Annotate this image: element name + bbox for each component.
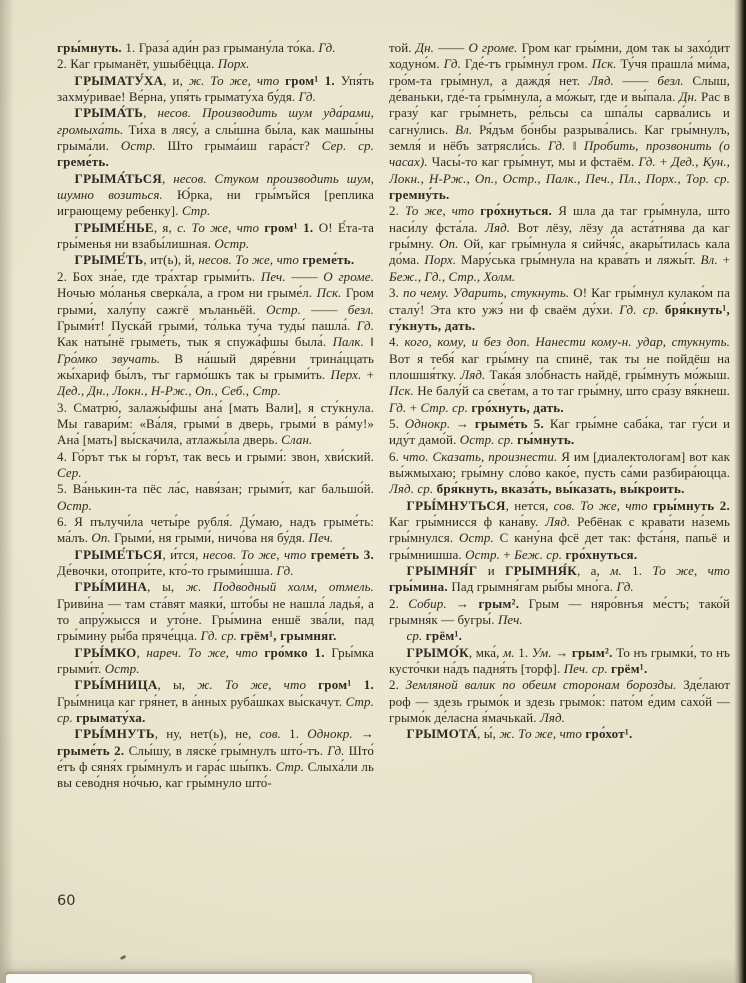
text-run: Вл. <box>455 121 480 137</box>
text-run: Ум. <box>531 644 556 660</box>
text-run: Стр. ср. <box>57 693 374 726</box>
text-run: Беж., Гд., Стр., Холм. <box>389 268 516 284</box>
text-run: ГРЫ́МНИЦА <box>74 677 158 693</box>
text-run: Палк. <box>332 334 371 350</box>
text-run: Я шла да таг гры́мнула, што наси́лу фста́ла. <box>389 203 730 235</box>
text-run: гро́хнуться. <box>565 546 638 562</box>
text-run: , ы, <box>157 677 198 693</box>
text-run: Гд. <box>276 563 294 578</box>
text-run: грым². <box>571 644 617 660</box>
left-column <box>57 40 374 900</box>
text-run: Де́вочки, отопри́те, кто́-то грыми́шша. <box>57 563 277 578</box>
scan-bottom-page-edge <box>6 974 532 983</box>
text-run: гро́хнуть, дать. <box>471 399 564 415</box>
text-run: 5. Ва́нькин-та пёс ла́с, навя́зан; грыми́т, каг бальшо́й. <box>57 481 374 497</box>
text-run: 6. Я пълучи́ла четы́ре рубля́. Ду́маю, надъ грыме́ть: ма́лъ. <box>57 513 374 546</box>
text-run: Пск. <box>591 56 621 72</box>
text-run: бря́кнуть, вказа́ть, вы́казать, вы́кроить. <box>436 481 685 497</box>
text-run: ГРЫМЕ́ТЬСЯ <box>74 546 163 562</box>
text-run: грым². <box>478 595 529 611</box>
dictionary-paragraph <box>57 269 374 400</box>
dictionary-paragraph <box>389 285 730 334</box>
dictionary-paragraph <box>57 726 374 791</box>
text-run: грыме́ть 2. <box>57 742 129 758</box>
dictionary-paragraph <box>57 579 374 644</box>
text-run: Печ. <box>497 612 523 628</box>
text-run: Дн. <box>415 40 439 55</box>
text-run: Гд. <box>616 579 634 595</box>
text-run: гром¹ 1. <box>285 72 341 88</box>
text-run: Ляд. <box>588 72 623 88</box>
text-run: гро́хот¹. <box>585 726 633 742</box>
text-run: Рас в гразу́ каг гры́мнеть, ре́льсы са шпа́лы сарва́лись и сагну́лись. <box>389 89 730 137</box>
text-run: Пробить, прозвонить (о часах). <box>389 138 730 170</box>
text-run: + <box>409 399 421 415</box>
text-run: ГРЫМА́ТЬ <box>74 105 144 121</box>
text-run: Гд. <box>548 138 573 154</box>
dictionary-paragraph <box>57 56 374 72</box>
text-run: Гд. <box>298 89 316 105</box>
text-run: Каг гры́мнисся ф кана́ву. <box>389 513 546 529</box>
text-run: , а, <box>577 563 611 578</box>
text-run: ж. То же, что <box>188 72 286 88</box>
text-run: греме́ть. <box>57 154 110 170</box>
text-run: , нется, <box>505 497 554 513</box>
text-run: гро́хнуться. <box>480 203 559 219</box>
text-run: Оп. <box>91 530 115 546</box>
text-run: ГРЫМА́ТЬСЯ <box>74 170 163 186</box>
text-run: Мару́ська гры́мнула на крава́ть и ляжы́т. <box>460 252 701 268</box>
dictionary-paragraph <box>57 547 374 580</box>
text-run: —— <box>438 40 469 55</box>
text-run: Оп. <box>439 236 464 252</box>
text-run: Часы́-то каг гры́мнут, мы и фстаём. <box>431 154 639 170</box>
text-run: Сер. ср. <box>321 138 374 154</box>
text-run: , мка́, <box>468 644 503 660</box>
text-run: 2. Бох зна́е, где тра́хтар грыми́ть. <box>57 268 261 284</box>
text-run: , я, <box>153 219 178 235</box>
text-run: Остр. <box>465 546 504 562</box>
dictionary-paragraph <box>57 171 374 220</box>
text-run: О громе. <box>468 40 522 55</box>
text-run: 4. Го́рът тък ы го́рът, так весь и грыми́: звон, хви́ский. <box>57 448 374 464</box>
text-run: ж. То же, что <box>499 726 586 742</box>
text-run: ср. <box>406 628 426 644</box>
text-run: 1. Граза́ ади́н раз грыману́ла то́ка. <box>125 40 319 55</box>
text-run: Ляд. <box>545 513 578 529</box>
text-run: 6. <box>389 448 403 464</box>
text-run: 1. <box>289 726 308 742</box>
text-run: ГРЫМОТА́ <box>406 726 478 742</box>
dictionary-paragraph <box>57 40 374 56</box>
dictionary-paragraph <box>57 73 374 106</box>
text-run: + <box>722 252 730 268</box>
text-run: О! Каг гры́мнул кулако́м па сталу́! Эта кто ужэ́ ни ф сваём ду́хи. <box>389 285 730 317</box>
text-run: безл. <box>347 301 374 317</box>
text-run: по чему. Ударить, стукнуть. <box>402 285 574 301</box>
text-run: Каг гры́мне саба́ка, таг гу́си и иду́т дамо́й. <box>389 415 730 448</box>
text-run: + <box>503 546 515 562</box>
text-run: Стр. <box>275 759 308 775</box>
text-run: Вл. <box>700 252 723 268</box>
text-run: гы́мнуть. <box>517 432 575 448</box>
text-run: , и, <box>163 72 189 88</box>
text-run: ж. Подводный холм, отмель. <box>185 579 374 595</box>
text-run: Вот лёзу, лёзу да аста́тнява да каг гры́мну. <box>389 219 730 252</box>
text-run: Така́я зло́бнасть найдё, гры́мнуть мо́жыш. <box>489 366 730 382</box>
dictionary-paragraph <box>57 481 374 514</box>
text-run: Ляд. <box>539 710 566 726</box>
text-run: гры́мина. <box>389 579 452 595</box>
text-run: Собир. <box>408 595 457 611</box>
dictionary-paragraph <box>57 105 374 170</box>
text-run: —— <box>311 301 348 317</box>
text-run: и <box>487 563 506 578</box>
dictionary-paragraph <box>389 203 730 285</box>
text-run: Гд. <box>638 154 660 170</box>
text-run: ГРЫ́МКО <box>74 644 137 660</box>
text-run: Пск. <box>389 383 418 399</box>
text-run: Слы́шу, в ляске́ гры́мнулъ што́-тъ. <box>128 742 328 758</box>
dictionary-paragraph <box>389 563 730 596</box>
text-run: Гро́мко звучать. <box>57 350 175 366</box>
text-run: Печ. ср. <box>563 661 612 677</box>
text-run: м. <box>503 644 519 660</box>
text-run: Остр. <box>214 236 250 252</box>
text-run: Слан. <box>281 432 313 448</box>
text-run: Стр. ср. <box>420 399 472 415</box>
dictionary-paragraph <box>389 449 730 498</box>
text-run: Гры́мница каг гря́нет, в а́нных руба́шках вы́скачут. <box>57 693 346 709</box>
text-run: Вот я тебя́ каг гры́мну па спинё, так ты не пойдёш на плошшя́тку. <box>389 350 730 382</box>
text-run: Гд. ср. <box>619 301 665 317</box>
dictionary-paragraph <box>389 628 730 644</box>
text-run: В на́шый дяре́вни трина́ццать жы́хариф бы́лъ, тъг гармо́шкъ так ы грыми́ть. <box>57 350 374 382</box>
dictionary-paragraph <box>57 677 374 726</box>
text-run: Гд. <box>443 56 465 72</box>
dictionary-paragraph <box>57 514 374 547</box>
text-run: ‖ <box>572 138 584 154</box>
text-run: , <box>162 170 174 186</box>
text-run: Ляд. ср. <box>389 481 437 497</box>
text-run: , <box>143 105 158 121</box>
text-run: Ребёнак с крава́ти на́земь гры́мнулся. <box>389 513 730 546</box>
text-run: Ти́ха в лясу́, а слы́шна бы́ла, как машы́ны грыма́ли. <box>57 121 374 154</box>
text-run: Гры́мка грыми́т. <box>57 644 374 677</box>
text-run: грём¹. <box>425 628 463 644</box>
text-run: + <box>366 366 374 382</box>
text-run: 2. <box>389 203 405 219</box>
text-run: Гд. <box>356 317 374 333</box>
text-run: С кану́на фсё дет так: фста́ня, папьё и гры́мнишша. <box>389 530 730 562</box>
text-run: Ночью мо́ланья сверка́ла, а гром ни грыме́л. <box>57 285 317 301</box>
text-run: что. Сказать, произнести. <box>402 448 562 464</box>
text-run: грём¹. <box>611 661 648 677</box>
text-run: Дед., Дн., Локн., Н-Рж., Оп., Себ., Стр. <box>57 383 281 399</box>
text-run: нареч. То же, что <box>146 644 265 660</box>
text-run: Печ. <box>260 268 292 284</box>
text-run: Што́ е́тъ ф сяня́х гры́мнулъ и гара́с шы́пкъ. <box>57 742 374 775</box>
text-run: Перх. <box>330 366 367 382</box>
dictionary-paragraph <box>389 334 730 416</box>
text-run: Как наты́нё грыме́ть, тык я спужа́фшы была́. <box>57 334 333 350</box>
text-run: Пск. <box>316 285 346 301</box>
text-run: Гриви́на — там ста́вят маяки́, што́бы не нашла́ ладья́, а то апру́жысся и уто́не. Гры́мина еншё зва́ли, пад гры́мину ры́ба пряче́цца. <box>57 595 374 644</box>
dictionary-paragraph <box>389 40 730 203</box>
text-run: То же, что <box>404 203 481 219</box>
text-run: + <box>659 154 672 170</box>
text-run: 2. Каг грыманёт, ушыбёцца. <box>57 56 218 72</box>
text-run: ГРЫ́МНУТЬСЯ <box>406 497 506 513</box>
text-run: 2. <box>389 595 409 611</box>
text-run: Где́-тъ гры́мнул гром. <box>464 56 592 72</box>
text-run: грём¹, грымняг. <box>240 628 337 644</box>
text-run: , ы, <box>147 579 186 595</box>
text-run: Слыш, де́ваньки, где́-та гры́мнула, а мо́жыт, где и вы́пала. <box>389 72 730 105</box>
text-run: Стр. <box>181 203 211 219</box>
text-run: Остр. <box>57 497 92 513</box>
text-run: ГРЫМАТУ́ХА <box>74 72 164 88</box>
text-run: О! Е́та-та гры́менья ни взабы́лишная. <box>57 219 374 252</box>
text-run: Не балу́й са све́там, а то таг гры́мну, што сра́зу вя́кнеш. <box>417 383 730 399</box>
text-run: кого, кому, и без доп. Нанести кому-н. удар, стукнуть. <box>404 334 730 350</box>
dictionary-paragraph <box>389 726 730 742</box>
text-run: То нъ грымки́, то нъ кусто́чки на́дъ падня́ть [торф]. <box>389 644 730 677</box>
text-run: Грым — няро́внъя ме́стъ; тако́й грымня́к — бугры́. <box>389 595 730 628</box>
text-run: Беж. ср. <box>514 546 566 562</box>
text-run: Ту́чя прашла́ ми́ма, гро́м-та гры́мнул, а даждя́ нет. <box>389 56 730 88</box>
text-run: , ы́, <box>477 726 500 742</box>
text-run: Печ. <box>308 530 334 546</box>
text-run: 2. <box>389 677 406 693</box>
text-run: ГРЫМО́К <box>406 644 469 660</box>
text-run: Ря́дъм бо́нбы разрыва́лись. Каг гры́мнулъ, земля́ и нёбъ затрясли́сь. <box>389 121 730 154</box>
text-run: → <box>456 595 479 611</box>
text-run: гры́мнуть. <box>57 40 126 55</box>
text-run: гром¹ 1. <box>318 677 374 693</box>
text-run: 1. <box>518 644 532 660</box>
text-run: несов. Стуком производить шум, шумно возиться. <box>57 170 374 203</box>
text-run: Ляд. <box>485 219 518 235</box>
text-run: Остр. <box>104 661 140 677</box>
text-run: ГРЫМЕ́НЬЕ <box>74 219 154 235</box>
text-run: Упя́ть захму́ривае! Ве́рна, упя́ть грымату́ха бу́дя. <box>57 72 374 105</box>
text-run: ГРЫМНЯ́К <box>505 563 577 578</box>
text-run: Однокр. <box>404 415 456 431</box>
text-run: Гд. <box>389 399 410 415</box>
text-run: Земляной валик по обеим сторонам борозды. <box>405 677 684 693</box>
text-run: греме́ть. <box>302 252 355 268</box>
text-run: Пад грымня́гам ры́бы мно́га. <box>451 579 617 595</box>
text-run: ‖ <box>370 334 374 350</box>
text-run: → <box>455 415 475 431</box>
text-run: несов. Производить шум уда́рами, громыха́ть. <box>57 105 374 137</box>
text-run: бря́кнуть¹, гу́кнуть, дать. <box>389 301 730 333</box>
text-run: сов. То же, что <box>553 497 653 513</box>
dictionary-paragraph <box>389 645 730 678</box>
dictionary-paragraph <box>389 416 730 449</box>
text-run: , ну, нет(ь), не, <box>154 726 260 742</box>
text-run: Слыха́ли ль вы сево́дня но́чью, каг гры́мнуло што́- <box>57 759 374 791</box>
text-run: Гд. <box>327 742 349 758</box>
text-run: Остр. <box>459 530 500 546</box>
text-run: ж. То же, что <box>197 677 319 693</box>
text-run: —— <box>622 72 658 88</box>
text-run: грыме́ть 5. <box>474 415 550 431</box>
text-run: безл. <box>657 72 693 88</box>
text-run: с. То же, что <box>177 219 265 235</box>
text-run: Остр. <box>120 138 168 154</box>
page-number: 60 <box>57 893 76 909</box>
text-run: несов. То же, что <box>202 546 311 562</box>
text-run: , <box>136 644 147 660</box>
dictionary-paragraph <box>389 498 730 563</box>
text-run: Я им [диалектологам] вот как вы́жмыхаю; гры́мну сло́во како́е, пусть са́ми разбира́юцца. <box>389 448 730 480</box>
text-run: ГРЫ́МИНА <box>74 579 148 595</box>
text-run: О громе. <box>323 268 374 284</box>
text-run: Грыми́, ня грыми́, ничо́ва ня бу́дя. <box>114 530 309 546</box>
text-run: Однокр. <box>307 726 361 742</box>
dictionary-paragraph <box>57 220 374 253</box>
text-run: → <box>555 644 572 660</box>
dictionary-paragraph <box>57 449 374 482</box>
text-run: Дед., Кун., Локн., Н-Рж., Оп., Остр., Палк., Печ., Пл., Порх., Тор. ср. <box>389 154 730 186</box>
text-run: , и́тся, <box>162 546 203 562</box>
scan-right-edge <box>734 0 746 983</box>
text-run: → <box>360 726 374 742</box>
text-run: Што грыма́иш гара́ст? <box>167 138 322 154</box>
text-run: Гром грыми́, халу́пу сажгё мъланьёй. <box>57 285 374 317</box>
text-run: ГРЫМЕ́ТЬ <box>74 252 144 268</box>
text-run: м. <box>610 563 633 578</box>
text-run: Сер. <box>57 464 82 480</box>
text-run: Зде́лают роф — здезь грымо́к и здезь грымо́к: пато́м е́дим сахо́й — грымо́к де́ласна я́мачькай. <box>389 677 730 726</box>
text-run: , ит(ь), й, <box>143 252 199 268</box>
text-run: ГРЫ́МНУТЬ <box>74 726 155 742</box>
text-run: 1. <box>632 563 653 578</box>
text-run: гремну́ть. <box>389 187 450 203</box>
text-run: Порх. <box>424 252 461 268</box>
text-run: Гром каг гры́мни, дом так ы захо́дит ходуно́м. <box>389 40 730 72</box>
text-run: Остр. ср. <box>459 432 518 448</box>
text-run: 5. <box>389 415 405 431</box>
right-column <box>389 40 730 900</box>
text-run: То же, что <box>652 563 730 578</box>
scan-left-shading <box>0 0 14 983</box>
text-run: Гд. ср. <box>200 628 241 644</box>
text-run: Грыми́т! Пуска́й грыми́, то́лька ту́ча туды́ пашла́. <box>57 317 357 333</box>
dictionary-paragraph <box>389 596 730 629</box>
dictionary-paragraph <box>57 400 374 449</box>
text-run: Порх. <box>217 56 250 72</box>
text-run: Ю́рка, ни гры́мъйся [реплика играющему ребенку]. <box>57 187 374 219</box>
text-run: сов. <box>259 726 290 742</box>
text-run: 3. Сматрю́, залажы́фшы ана́ [мать Вали], я сту́кнула. Мы гавари́м: «Ва́ля, грыми́ в дверь, грыми́ в ра́му!» Ана́ [мать] вы́скачила, атлажы́ла дверь. <box>57 399 374 448</box>
text-run: 4. <box>389 334 405 350</box>
text-run: Остр. <box>266 301 312 317</box>
text-run: той. <box>389 40 416 55</box>
text-run: гры́мнуть 2. <box>652 497 730 513</box>
text-run: гро́мко 1. <box>264 644 332 660</box>
text-run: 3. <box>389 285 403 301</box>
text-run: ГРЫМНЯ́Г <box>406 563 488 578</box>
text-run: греме́ть 3. <box>310 546 374 562</box>
text-run: Дн. <box>679 89 702 105</box>
text-run: —— <box>291 268 324 284</box>
text-run: Ой, каг гры́мнула я сийчя́с, акары́тилась кала до́ма. <box>389 236 730 268</box>
dictionary-paragraph <box>57 645 374 678</box>
text-run: гром¹ 1. <box>264 219 319 235</box>
text-run: Ляд. <box>460 366 490 382</box>
text-run: грымату́ха. <box>76 710 146 726</box>
dictionary-paragraph <box>389 677 730 726</box>
dictionary-paragraph <box>57 252 374 268</box>
text-run: несов. То же, что <box>198 252 303 268</box>
text-run: Гд. <box>318 40 336 55</box>
